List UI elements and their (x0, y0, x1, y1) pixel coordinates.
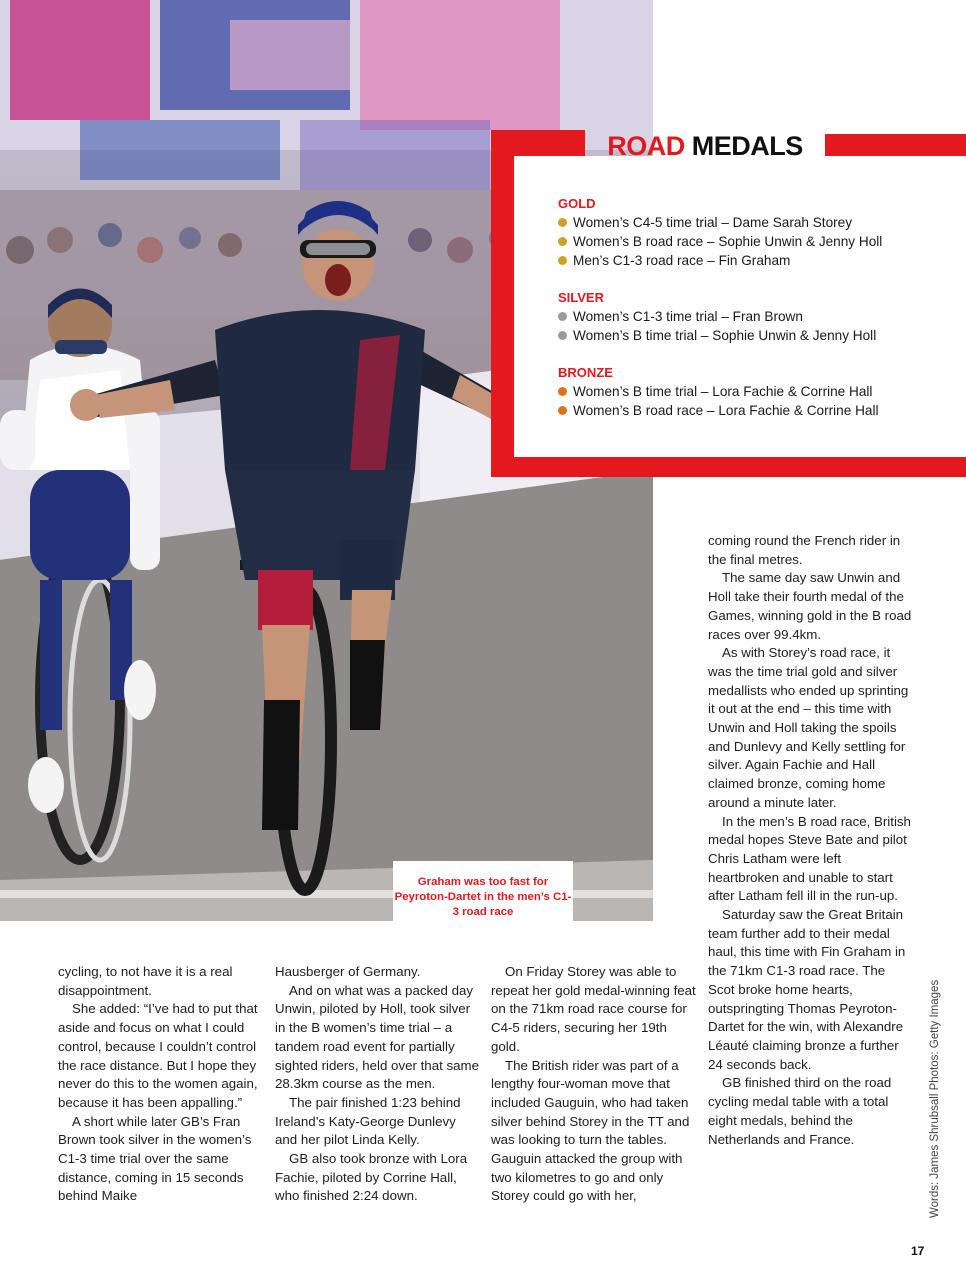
medal-box-title (585, 128, 825, 164)
bronze-dot-icon (558, 387, 567, 396)
paragraph: The British rider was part of a lengthy four-woman move that included Gauguin, who had taken silver behind Storey in the TT and was looking to turn the tables. Gauguin attacked the group with two kilometres to go and only Storey could go with her, (491, 1057, 690, 1204)
paragraph: Saturday saw the Great Britain team further add to their medal haul, this time with Fin Graham in the 71km C1-3 road race. The Scot broke home hearts, outspringting Thomas Peyroton-Dartet for the win, with Alexandre Léauté claiming bronze a further 24 seconds back. (708, 907, 906, 1072)
photo-credit: Words: James Shrubsall Photos: Getty Images (929, 979, 941, 1218)
bronze-heading: BRONZE (558, 365, 613, 380)
gold-dot-icon (558, 256, 567, 265)
article-column-3 (491, 963, 696, 1206)
medal-box-frame-top-right (825, 134, 966, 156)
article-column-1 (58, 963, 263, 1206)
medal-list-item: Women’s B time trial – Lora Fachie & Corrine Hall (558, 382, 958, 401)
gold-medals-section (558, 195, 958, 270)
paragraph: coming round the French rider in the final metres. (708, 533, 901, 567)
gold-dot-icon (558, 218, 567, 227)
silver-medals-section (558, 289, 958, 345)
silver-dot-icon (558, 331, 567, 340)
paragraph: The pair finished 1:23 behind Ireland’s Katy-George Dunlevy and her pilot Linda Kelly. (275, 1094, 461, 1148)
medal-box-frame-bottom (491, 457, 966, 477)
page-number: 17 (911, 1244, 925, 1258)
article-column-4 (708, 532, 913, 1149)
paragraph: Hausberger of Germany. (275, 964, 421, 979)
paragraph: She added: “I’ve had to put that aside and focus on what I could control, because I couldn’t control the race distance. But I hope they never do this to the women again, because it has been appalling.” (58, 1001, 258, 1110)
paragraph: GB finished third on the road cycling medal table with a total eight medals, behind the Netherlands and France. (708, 1075, 892, 1147)
bronze-medals-section (558, 364, 958, 420)
paragraph: In the men’s B road race, British medal hopes Steve Bate and pilot Chris Latham were left heartbroken and unable to start after Latham fell ill in the run-up. (708, 813, 911, 904)
medal-list-item: Women’s C1-3 time trial – Fran Brown (558, 307, 958, 326)
medal-list-item: Women’s B time trial – Sophie Unwin & Jenny Holl (558, 326, 958, 345)
medal-box-frame-left (491, 130, 514, 477)
gold-heading: GOLD (558, 196, 596, 211)
paragraph: As with Storey’s road race, it was the time trial gold and silver medallists who ended up sprinting it out at the end – this time with Unwin and Holl taking the spoils and Dunlevy and Kelly settling for silver. Again Fachie and Hall claimed bronze, coming home around a minute later. (708, 645, 909, 810)
paragraph: And on what was a packed day Unwin, piloted by Holl, took silver in the B women’s time trial – a tandem road event for partially sighted riders, held over that same 28.3km course as the men. (275, 982, 479, 1092)
medal-list-item: Women’s B road race – Lora Fachie & Corrine Hall (558, 401, 958, 420)
medal-title-road: ROAD (607, 131, 685, 161)
paragraph: cycling, to not have it is a real disappointment. (58, 964, 233, 998)
medal-title-medals: MEDALS (691, 131, 803, 161)
paragraph: On Friday Storey was able to repeat her gold medal-winning feat on the 71km road race course for C4-5 riders, securing her 19th gold. (491, 964, 696, 1054)
article-column-2 (275, 963, 480, 1206)
medal-list-item: Women’s C4-5 time trial – Dame Sarah Storey (558, 213, 958, 232)
medal-list-item: Women’s B road race – Sophie Unwin & Jenny Holl (558, 232, 958, 251)
medal-box-frame-top-left (491, 130, 585, 156)
paragraph: A short while later GB’s Fran Brown took silver in the women’s C1-3 time trial over the same distance, coming in 15 seconds behind Maike (58, 1113, 252, 1204)
paragraph: The same day saw Unwin and Holl take their fourth medal of the Games, winning gold in the B road races over 99.4km. (708, 570, 912, 642)
gold-dot-icon (558, 237, 567, 246)
silver-heading: SILVER (558, 290, 604, 305)
photo-caption: Graham was too fast for Peyroton-Dartet in the men’s C1-3 road race (393, 861, 573, 931)
silver-dot-icon (558, 312, 567, 321)
bronze-dot-icon (558, 406, 567, 415)
paragraph: GB also took bronze with Lora Fachie, piloted by Corrine Hall, who finished 2:24 down. (275, 1151, 468, 1204)
medal-list-item: Men’s C1-3 road race – Fin Graham (558, 251, 958, 270)
